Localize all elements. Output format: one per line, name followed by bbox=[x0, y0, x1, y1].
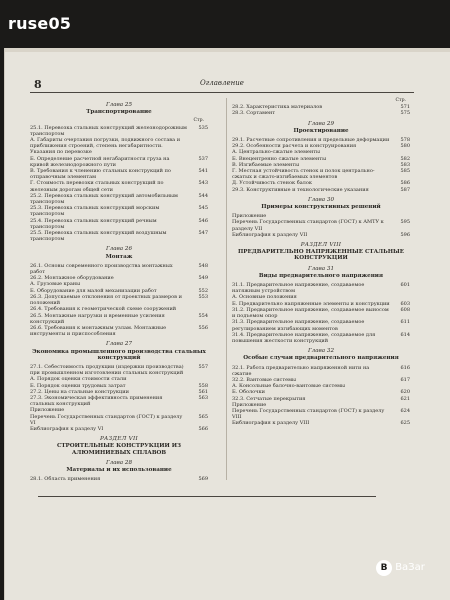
toc-entry-title: 25.4. Перевозка стальных конструкций речным транспортом bbox=[30, 217, 157, 230]
toc-entry-page: 544 bbox=[198, 192, 208, 199]
toc-entry-title: 28.1. Область применения bbox=[30, 476, 101, 483]
toc-entry-title: Б. Внецентренно сжатые элементы bbox=[232, 155, 327, 162]
chapter-heading: Глава 28 bbox=[105, 459, 133, 466]
logo-icon: В bbox=[376, 560, 392, 576]
chapter-heading: Глава 26 bbox=[105, 246, 133, 253]
toc-entry bbox=[30, 294, 208, 306]
section-title: Примеры конструктивных решений bbox=[261, 204, 381, 211]
toc-entry-page: 549 bbox=[198, 275, 208, 282]
toc-entry-title: А. Грузовые краны bbox=[30, 281, 81, 288]
toc-entry-page: 575 bbox=[400, 110, 410, 117]
toc-entry bbox=[30, 426, 208, 432]
toc-entry bbox=[232, 319, 410, 331]
toc-entry-title: 32.3. Сетчатые перекрытия bbox=[232, 395, 306, 402]
toc-entry-page: 603 bbox=[400, 300, 410, 307]
toc-entry-title: А. Центрально-сжатые элементы bbox=[232, 149, 321, 156]
toc-entry-page: 571 bbox=[400, 104, 410, 111]
toc-entry-page: 601 bbox=[400, 282, 410, 289]
column-divider bbox=[226, 98, 227, 480]
toc-entry-title: Б. Оболочки bbox=[232, 389, 265, 396]
toc-entry-title: 29.1. Расчетные сопротивления и предельные деформации bbox=[232, 137, 390, 144]
toc-entry-title: 25.3. Перевозка стальных конструкций морским транспортом bbox=[30, 205, 160, 218]
toc-entry-title: 26.2. Монтажное оборудование bbox=[30, 275, 114, 282]
chapter-heading: Глава 31 bbox=[307, 265, 335, 272]
toc-entry bbox=[232, 332, 410, 344]
toc-entry-page: 535 bbox=[198, 124, 208, 131]
toc-entry-title: Библиография к разделу VII bbox=[232, 231, 308, 238]
toc-entry bbox=[30, 137, 208, 156]
toc-entry bbox=[30, 263, 208, 275]
toc-entry bbox=[30, 193, 208, 205]
toc-entry-page: 558 bbox=[198, 382, 208, 389]
toc-entry bbox=[30, 180, 208, 192]
section-title: Транспортирование bbox=[86, 109, 152, 116]
logo-text: ВаЗаr bbox=[395, 562, 425, 573]
toc-entry-title: 32.1. Работа предварительно напряженной нити на сжатие bbox=[232, 364, 370, 377]
toc-entry-page: 537 bbox=[198, 155, 208, 162]
toc-entry-title: 26.1. Основы современного производства монтажных работ bbox=[30, 262, 173, 276]
toc-entry-title: Приложение bbox=[232, 213, 267, 220]
toc-entry-title: Перечень Государственных стандартов (ГОСТ) к разделу VIII bbox=[232, 407, 385, 421]
toc-entry-page: 541 bbox=[198, 168, 208, 175]
toc-entry-title: 25.1. Перевозка стальных конструкций железнодорожным транспортом bbox=[30, 124, 187, 137]
toc-entry-title: 31.1. Предварительное напряжение, создаваемое натяжным устройством bbox=[232, 282, 365, 295]
toc-entry-title: А. Консольные балочно-вантовые системы bbox=[232, 383, 346, 390]
section-title: Особые случаи предварительного напряжения bbox=[243, 355, 399, 362]
toc-entry-title: 27.2. Цены на стальные конструкции bbox=[30, 388, 129, 395]
toc-entry bbox=[232, 282, 410, 294]
toc-entry-title: Перечень Государственных стандартов (ГОСТ) к АМТУ к разделу VII bbox=[232, 219, 384, 232]
toc-entry-title: Приложение bbox=[232, 401, 267, 408]
toc-entry bbox=[232, 420, 410, 426]
toc-entry-title: 25.2. Перевозка стальных конструкций автомобильным транспортом bbox=[30, 192, 178, 206]
toc-entry-page: 580 bbox=[400, 143, 410, 150]
right-column bbox=[232, 98, 410, 427]
toc-entry bbox=[30, 156, 208, 168]
toc-entry-title: 31.3. Предварительное напряжение, создаваемое регулированием изгибающих моментов bbox=[232, 319, 365, 332]
toc-entry-page: 586 bbox=[400, 180, 410, 187]
toc-entry bbox=[30, 230, 208, 242]
chapter-heading: Глава 30 bbox=[307, 196, 335, 203]
footer-rule bbox=[38, 496, 376, 497]
toc-list bbox=[232, 365, 410, 427]
toc-entry-title: А. Порядок оценки стоимости стали bbox=[30, 376, 127, 383]
toc-list bbox=[232, 213, 410, 238]
toc-entry-title: 27.1. Себестоимость продукции (издержки производства) при промышленном изготовлении стальных конструкций bbox=[30, 363, 184, 377]
toc-entry bbox=[30, 125, 208, 137]
left-column bbox=[30, 98, 208, 482]
toc-entry-page: 583 bbox=[400, 161, 410, 168]
chapter-heading: Глава 27 bbox=[105, 341, 133, 348]
toc-entry-title: Г. Стоимость перевозки стальных конструкций по железным дорогам общей сети bbox=[30, 180, 164, 193]
toc-entry-title: Приложение bbox=[30, 407, 65, 414]
section-title: Монтаж bbox=[105, 253, 133, 260]
toc-entry-title: Библиография к разделу VIII bbox=[232, 420, 310, 427]
toc-entry-page: 547 bbox=[198, 230, 208, 237]
toc-entry-page: 585 bbox=[400, 168, 410, 175]
toc-entry bbox=[30, 325, 208, 337]
toc-entry-page: 569 bbox=[198, 476, 208, 483]
toc-entry-page: 608 bbox=[400, 306, 410, 313]
running-head: Оглавление bbox=[200, 79, 244, 87]
toc-entry bbox=[30, 364, 208, 376]
chapter-heading: Глава 32 bbox=[307, 348, 335, 355]
toc-entry-page: 578 bbox=[400, 137, 410, 144]
toc-entry-title: 26.6. Требования к монтажным узлам. Монтажные инструменты и приспособления bbox=[30, 324, 167, 338]
part-title: СТРОИТЕЛЬНЫЕ КОНСТРУКЦИИ ИЗ АЛЮМИНИЕВЫХ СПЛАВОВ bbox=[56, 443, 182, 456]
toc-entry-page: 614 bbox=[400, 331, 410, 338]
toc-entry-title: 25.5. Перевозка стальных конструкций воздушным транспортом bbox=[30, 230, 167, 243]
toc-entry bbox=[232, 232, 410, 238]
toc-entry-title: А. Основные положения bbox=[232, 294, 297, 301]
part-heading: РАЗДЕЛ VIII bbox=[300, 242, 342, 249]
bazar-logo bbox=[376, 560, 440, 590]
toc-entry bbox=[30, 414, 208, 426]
toc-list bbox=[232, 104, 410, 116]
page-column-label: Стр. bbox=[395, 98, 406, 103]
toc-entry bbox=[30, 205, 208, 217]
toc-entry-title: Перечень Государственных стандартов (ГОСТ) к разделу VI bbox=[30, 413, 183, 426]
toc-entry-page: 587 bbox=[400, 186, 410, 193]
toc-entry bbox=[30, 313, 208, 325]
toc-entry-page: 616 bbox=[400, 364, 410, 371]
toc-entry-page: 620 bbox=[400, 389, 410, 396]
toc-entry-title: А. Габариты очертания погрузки, подвижного состава и приближения строений, степень негабаритности. Указания по перевозке bbox=[30, 137, 181, 156]
toc-list bbox=[232, 137, 410, 193]
toc-entry-page: 545 bbox=[198, 205, 208, 212]
toc-list bbox=[30, 263, 208, 337]
toc-entry bbox=[232, 365, 410, 377]
toc-entry bbox=[30, 395, 208, 407]
toc-entry-page: 566 bbox=[198, 425, 208, 432]
toc-entry-title: 26.4. Требования к геометрической схеме сооружений bbox=[30, 306, 177, 313]
toc-entry-title: 31.4. Предварительное напряжение, создаваемое для повышения жесткости конструкций bbox=[232, 331, 376, 344]
chapter-heading: Глава 25 bbox=[105, 102, 133, 108]
toc-entry bbox=[232, 110, 410, 116]
toc-entry-page: 548 bbox=[198, 262, 208, 269]
toc-entry-title: Б. Определение расчетной негабаритности груза на кривой железнодорожного пути bbox=[30, 155, 170, 168]
toc-entry-title: В. Изгибаемые элементы bbox=[232, 161, 300, 168]
toc-entry-page: 611 bbox=[400, 319, 410, 326]
page-column-label: Стр. bbox=[193, 118, 204, 124]
toc-entry-page: 621 bbox=[400, 395, 410, 402]
toc-entry-page: 543 bbox=[198, 180, 208, 187]
toc-list bbox=[30, 125, 208, 243]
toc-entry-title: Д. Устойчивость стенок балок bbox=[232, 180, 312, 187]
toc-entry-page: 552 bbox=[198, 287, 208, 294]
toc-entry-title: В. Требования к членению стальных конструкций по отправочным элементам bbox=[30, 168, 171, 181]
toc-list bbox=[30, 364, 208, 432]
toc-entry-title: 26.5. Монтажные нагрузки и временные усиления конструкций bbox=[30, 312, 165, 325]
toc-entry-page: 582 bbox=[400, 155, 410, 162]
toc-entry-page: 595 bbox=[400, 219, 410, 226]
toc-entry-page: 596 bbox=[400, 231, 410, 238]
part-heading: РАЗДЕЛ VII bbox=[99, 436, 139, 443]
toc-entry bbox=[232, 168, 410, 180]
section-title: Проектирование bbox=[293, 127, 349, 134]
toc-entry bbox=[232, 219, 410, 231]
toc-entry-page: 563 bbox=[198, 394, 208, 401]
toc-entry-page: 546 bbox=[198, 217, 208, 224]
part-title: ПРЕДВАРИТЕЛЬНО НАПРЯЖЕННЫЕ СТАЛЬНЫЕ КОНСТРУКЦИИ bbox=[238, 249, 404, 262]
toc-entry-title: 29.2. Особенности расчета и конструирования bbox=[232, 143, 357, 150]
toc-entry-page: 624 bbox=[400, 407, 410, 414]
toc-entry-title: Б. Предварительно напряженные элементы и конструкции bbox=[232, 300, 390, 307]
toc-entry-page: 617 bbox=[400, 376, 410, 383]
toc-entry-page: 561 bbox=[198, 388, 208, 395]
toc-entry bbox=[30, 218, 208, 230]
toc-entry-page: 554 bbox=[198, 312, 208, 319]
toc-entry-title: 27.3. Экономическая эффективность применения стальных конструкций bbox=[30, 394, 163, 408]
toc-entry bbox=[232, 187, 410, 193]
toc-entry-page: 556 bbox=[198, 324, 208, 331]
section-title: Материалы и их использование bbox=[66, 466, 172, 473]
header-rule bbox=[30, 92, 414, 93]
toc-list bbox=[30, 476, 208, 482]
toc-entry bbox=[232, 408, 410, 420]
toc-entry-title: Б. Оборудование для малой механизации работ bbox=[30, 287, 157, 294]
toc-entry-title: 26.3. Допускаемые отклонения от проектных размеров и положений bbox=[30, 293, 182, 307]
toc-entry bbox=[30, 168, 208, 180]
toc-entry-title: 29.3. Конструктивные и технологические указания bbox=[232, 186, 369, 193]
section-title: Виды предварительного напряжения bbox=[258, 272, 384, 279]
page-number: 8 bbox=[34, 78, 42, 91]
watermark: ruse05 bbox=[8, 14, 72, 33]
section-title: Экономика промышленного производства стальных конструкций bbox=[32, 348, 206, 361]
chapter-heading: Глава 29 bbox=[307, 120, 335, 127]
toc-entry-title: 28.3. Сортамент bbox=[232, 110, 276, 117]
toc-entry-title: 32.2. Вантовые системы bbox=[232, 376, 296, 383]
toc-entry-title: Библиография к разделу VI bbox=[30, 425, 104, 432]
toc-entry bbox=[30, 476, 208, 482]
toc-list bbox=[232, 282, 410, 344]
toc-entry bbox=[232, 307, 410, 319]
toc-entry-title: 28.2. Характеристика материалов bbox=[232, 104, 323, 111]
toc-entry-page: 553 bbox=[198, 293, 208, 300]
toc-entry-title: 31.2. Предварительное напряжение, создаваемое выносом и подъемом опор bbox=[232, 306, 389, 320]
toc-entry-page: 565 bbox=[198, 413, 208, 420]
toc-entry-title: Г. Местная устойчивость стенок и полок центрально-сжатых и сжато-изгибаемых элементов bbox=[232, 168, 375, 181]
toc-entry-title: Б. Порядок оценки трудовых затрат bbox=[30, 382, 126, 389]
toc-entry-page: 557 bbox=[198, 363, 208, 370]
toc-entry-page: 625 bbox=[400, 420, 410, 427]
